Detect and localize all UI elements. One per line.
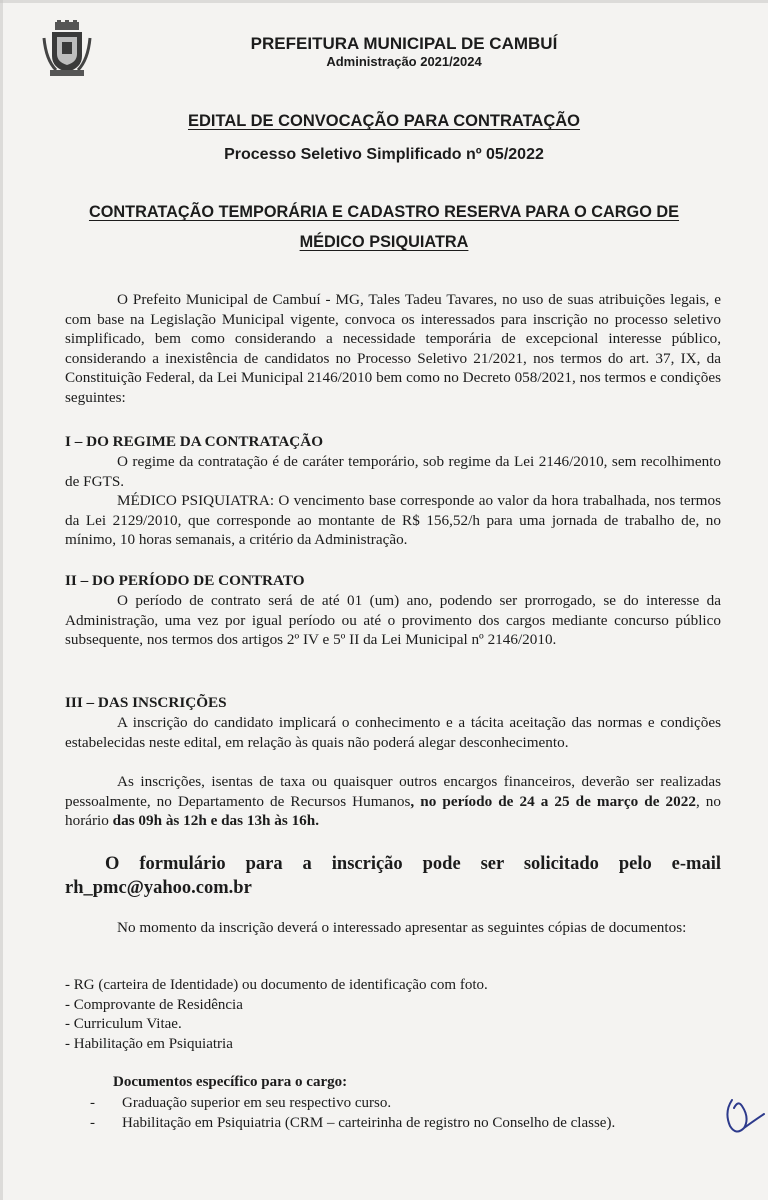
registration-hours: das 09h às 12h e das 13h às 16h. (112, 812, 320, 830)
section-3-paragraph-1: A inscrição do candidato implicará o conhecimento e a tácita aceitação das normas e condições estabelecidas neste edital, em relação às quais não poderá alegar desconhecimento. (65, 714, 721, 751)
section-2-paragraph: O período de contrato será de até 01 (um) ano, podendo ser prorrogado, se do interesse da Administração, uma vez por igual período ou até o provimento dos cargos mediante concurso público subsequente, nos termos dos artigos 2º IV e 5º II da Lei Municipal nº 2146/2010. (65, 592, 721, 649)
edital-title: EDITAL DE CONVOCAÇÃO PARA CONTRATAÇÃO (187, 112, 581, 130)
form-request-notice: O formulário para a inscrição pode ser solicitado pelo e-mail rh_pmc@yahoo.com.br (65, 854, 721, 898)
section-2-heading: II – DO PERÍODO DE CONTRATO (65, 572, 305, 589)
documents-intro: No momento da inscrição deverá o interessado apresentar as seguintes cópias de documentos: (117, 919, 687, 936)
section-3-heading: III – DAS INSCRIÇÕES (65, 694, 227, 711)
specific-documents-list (90, 1094, 615, 1133)
process-number: Processo Seletivo Simplificado nº 05/2022 (224, 146, 544, 163)
list-item: - Graduação superior em seu respectivo curso. (90, 1094, 615, 1114)
handwritten-initial-mark (722, 1092, 766, 1142)
list-item: - RG (carteira de Identidade) ou documento de identificação com foto. (65, 977, 488, 993)
registration-text: As inscrições, isentas de taxa ou quaisquer outros encargos financeiros, deverão ser realizadas pessoalmente, no Departamento de Recursos Humanos (65, 773, 721, 810)
section-1-paragraph-2: MÉDICO PSIQUIATRA: O vencimento base corresponde ao valor da hora trabalhada, nos termos da Lei 2129/2010, que corresponde ao montante de R$ 156,52/h para uma jornada de trabalho de, no mínimo, 10 horas semanais, a critério da Administração. (65, 492, 721, 549)
documents-list (65, 976, 488, 1054)
administration-subtitle: Administração 2021/2024 (326, 54, 482, 69)
section-1-paragraph-1: O regime da contratação é de caráter temporário, sob regime da Lei 2146/2010, sem recolhimento de FGTS. (65, 453, 721, 490)
specific-documents-heading: Documentos específico para o cargo: (113, 1074, 348, 1090)
subject-line-1: CONTRATAÇÃO TEMPORÁRIA E CADASTRO RESERVA PARA O CARGO DE (88, 203, 680, 221)
intro-paragraph: O Prefeito Municipal de Cambuí - MG, Tales Tadeu Tavares, no uso de suas atribuições legais, e com base na Legislação Municipal vigente, convoca os interessados para inscrição no processo seletivo simplificado, bem como considerando a necessidade temporária de excepcional interesse público, considerando a inexistência de candidatos no Processo Seletivo 21/2021, nos termos do art. 37, IX, da Constituição Federal, da Lei Municipal 2146/2010 bem como no Decreto 058/2021, nos termos e condições seguintes: (65, 291, 721, 406)
scan-edge-left (0, 0, 3, 1200)
list-item: - Curriculum Vitae. (65, 1016, 182, 1032)
list-item: - Habilitação em Psiquiatria (CRM – carteirinha de registro no Conselho de classe). (90, 1114, 615, 1134)
subject-line-2: MÉDICO PSIQUIATRA (299, 233, 469, 251)
registration-period: , no período de 24 a 25 de março de 2022 (410, 792, 696, 810)
list-item: - Comprovante de Residência (65, 996, 243, 1013)
scan-edge (0, 0, 768, 3)
list-item: - Habilitação em Psiquiatria (65, 1035, 233, 1052)
section-3-paragraph-2 (65, 772, 721, 831)
registration-hours-label: , no horário (65, 792, 721, 830)
section-1-heading: I – DO REGIME DA CONTRATAÇÃO (65, 433, 324, 450)
municipality-title: PREFEITURA MUNICIPAL DE CAMBUÍ (250, 34, 558, 53)
